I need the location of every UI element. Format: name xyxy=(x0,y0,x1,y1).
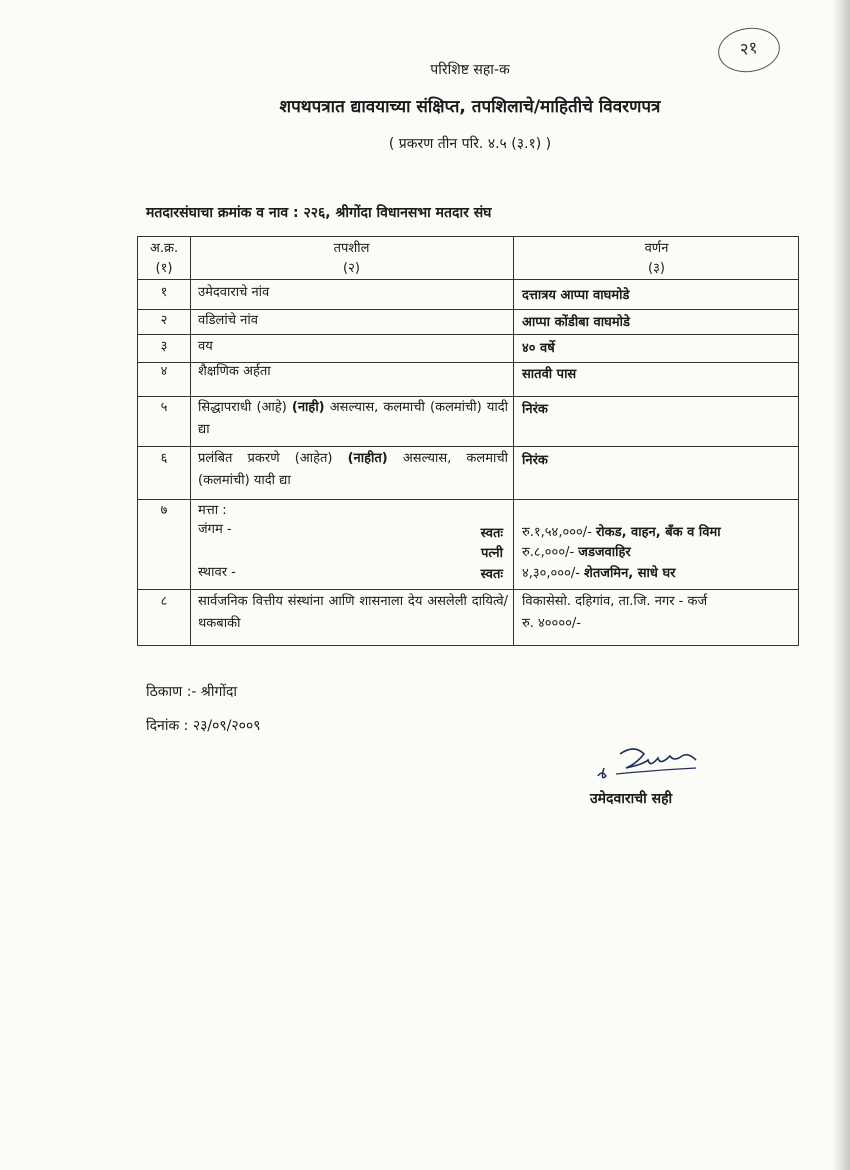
row-number: ८ xyxy=(160,594,168,609)
row-value: निरंक xyxy=(522,453,548,468)
date-line: दिनांक : २३/०९/२००९ xyxy=(146,718,261,734)
asset-value-immovable xyxy=(522,563,675,585)
row-detail: वय xyxy=(198,339,213,354)
table-divider xyxy=(138,446,798,447)
signature-image xyxy=(590,742,720,790)
row-detail xyxy=(198,397,508,441)
table-divider xyxy=(138,279,798,280)
row-detail xyxy=(198,448,508,492)
constituency-line: मतदारसंघाचा क्रमांक व नाव : २२६, श्रीगोंदा विधानसभा मतदार संघ xyxy=(146,205,492,221)
page-number-stamp: २१ xyxy=(715,24,783,76)
page-edge xyxy=(832,0,850,1170)
header-number: (३) xyxy=(648,261,665,276)
detail-emphasis: (नाहीत) xyxy=(347,451,388,466)
row-value: ४० वर्षे xyxy=(522,341,555,356)
asset-amount: ४,३०,०००/- xyxy=(522,566,580,581)
signature-label: उमेदवाराची सही xyxy=(590,791,673,807)
detail-emphasis: (नाही) xyxy=(291,400,325,415)
table-divider xyxy=(138,334,798,335)
detail-text: असल्यास, कलमाची (कलमांची) यादी द्या xyxy=(198,451,508,488)
asset-description: जडजवाहिर xyxy=(578,545,631,560)
row-number: ४ xyxy=(160,364,168,379)
appendix-label: परिशिष्ट सहा-क xyxy=(430,62,510,78)
row-number: १ xyxy=(160,285,168,300)
asset-description: शेतजमिन, साधे घर xyxy=(584,566,676,581)
row-value: दत्तात्रय आप्पा वाघमोडे xyxy=(522,288,630,303)
place-line: ठिकाण :- श्रीगोंदा xyxy=(146,684,238,700)
header-label: अ.क्र. xyxy=(149,241,179,256)
table-divider xyxy=(513,237,514,645)
row-detail: मत्ता : xyxy=(198,503,227,518)
header-cell-description xyxy=(513,239,800,279)
asset-amount: रु.८,०००/- xyxy=(522,545,575,560)
header-cell-serial xyxy=(138,239,190,279)
row-number: ३ xyxy=(160,339,168,354)
row-detail: उमेदवाराचे नांव xyxy=(198,285,270,300)
row-number: ५ xyxy=(160,400,168,415)
movable-self-label: स्वतः xyxy=(480,526,503,541)
table-divider xyxy=(190,237,191,645)
row-value: सातवी पास xyxy=(522,367,577,382)
row-detail: शैक्षणिक अर्हता xyxy=(198,364,271,379)
asset-description: रोकड, वाहन, बँक व विमा xyxy=(595,525,721,540)
document-subtitle: ( प्रकरण तीन परि. ४.५ (३.१) ) xyxy=(388,136,552,152)
row-value: आप्पा कोंडीबा वाघमोडे xyxy=(522,315,630,330)
liability-value: विकासेसो. दहिगांव, ता.जि. नगर - कर्ज xyxy=(522,594,708,609)
row-value: निरंक xyxy=(522,402,548,417)
asset-value-spouse xyxy=(522,542,631,564)
header-label: तपशील xyxy=(333,241,370,256)
asset-value-movable xyxy=(522,522,721,544)
row-number: ७ xyxy=(160,503,168,518)
detail-text: सिद्धापराधी (आहे) xyxy=(198,400,287,415)
immovable-label: स्थावर - xyxy=(198,565,236,580)
table-divider xyxy=(138,499,798,500)
row-detail: सार्वजनिक वित्तीय संस्थांना आणि शासनाला देय असलेली दायित्वे/थकबाकी xyxy=(198,594,508,631)
affidavit-table xyxy=(137,236,799,646)
asset-amount: रु.१,५४,०००/- xyxy=(522,525,592,540)
spouse-label: पत्नी xyxy=(481,546,503,561)
header-cell-detail xyxy=(190,239,513,279)
immovable-self-label: स्वतः xyxy=(480,567,503,582)
header-number: (१) xyxy=(155,261,173,276)
header-number: (२) xyxy=(343,261,360,276)
row-number: २ xyxy=(160,313,168,328)
row-detail: वडिलांचे नांव xyxy=(198,313,258,328)
movable-label: जंगम - xyxy=(198,522,232,537)
row-number: ६ xyxy=(160,451,168,466)
document-title: शपथपत्रात द्यावयाच्या संक्षिप्त, तपशिलाचे/माहितीचे विवरणपत्र xyxy=(279,97,661,117)
detail-text: प्रलंबित प्रकरणे (आहेत) xyxy=(198,451,333,466)
header-label: वर्णन xyxy=(644,241,669,256)
detail-text: असल्यास, कलमाची (कलमांची) यादी द्या xyxy=(198,400,508,437)
liability-amount: रु. ४००००/- xyxy=(522,616,581,631)
table-divider xyxy=(138,589,798,590)
